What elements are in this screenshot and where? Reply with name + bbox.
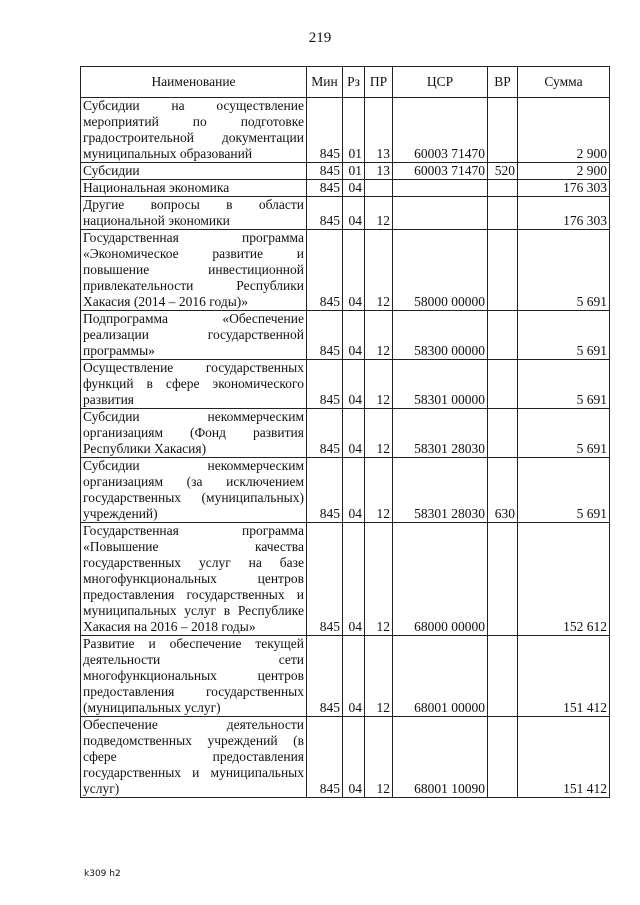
budget-table [80,66,610,798]
header-sum: Сумма [518,67,610,98]
cell-min: 845 [307,311,343,360]
cell-min: 845 [307,163,343,180]
cell-csr [393,180,488,197]
cell-rz: 04 [343,311,365,360]
cell-min: 845 [307,458,343,523]
cell-csr: 58301 28030 [393,409,488,458]
header-vr: ВР [488,67,518,98]
cell-pr: 13 [365,98,393,163]
cell-min: 845 [307,409,343,458]
cell-vr [488,230,518,311]
cell-csr: 68001 00000 [393,636,488,717]
cell-sum: 5 691 [518,360,610,409]
cell-rz: 04 [343,717,365,798]
cell-vr: 520 [488,163,518,180]
cell-vr [488,311,518,360]
cell-min: 845 [307,523,343,636]
cell-min: 845 [307,636,343,717]
page-number: 219 [308,30,332,46]
cell-pr: 12 [365,636,393,717]
table-row [81,230,610,311]
table-row [81,636,610,717]
cell-vr [488,197,518,230]
cell-sum: 176 303 [518,180,610,197]
cell-sum: 2 900 [518,98,610,163]
cell-pr: 12 [365,311,393,360]
table-row [81,360,610,409]
cell-vr: 630 [488,458,518,523]
cell-min: 845 [307,230,343,311]
cell-rz: 04 [343,409,365,458]
cell-name: Другие вопросы в области национальной экономики [81,197,307,230]
cell-rz: 01 [343,163,365,180]
cell-name: Развитие и обеспечение текущей деятельности сети многофункциональных центров предоставления государственных (муниципальных услуг) [81,636,307,717]
table-row [81,458,610,523]
cell-sum: 2 900 [518,163,610,180]
cell-rz: 04 [343,636,365,717]
cell-min: 845 [307,717,343,798]
cell-name: Субсидии некоммерческим организациям (за исключением государственных (муниципальных) учреждений) [81,458,307,523]
cell-vr [488,717,518,798]
cell-pr [365,180,393,197]
cell-name: Субсидии [81,163,307,180]
cell-name: Национальная экономика [81,180,307,197]
cell-csr: 58000 00000 [393,230,488,311]
cell-name: Подпрограмма «Обеспечение реализации государственной программы» [81,311,307,360]
cell-vr [488,523,518,636]
cell-csr: 60003 71470 [393,163,488,180]
cell-sum: 176 303 [518,197,610,230]
footer-code: k309 h2 [84,869,121,879]
header-name: Наименование [81,67,307,98]
table-row [81,311,610,360]
table-row [81,717,610,798]
cell-vr [488,98,518,163]
cell-sum: 5 691 [518,458,610,523]
cell-sum: 152 612 [518,523,610,636]
cell-rz: 04 [343,180,365,197]
table-body [81,98,610,798]
cell-pr: 12 [365,458,393,523]
cell-name: Осуществление государственных функций в сфере экономического развития [81,360,307,409]
cell-rz: 04 [343,197,365,230]
cell-csr: 68001 10090 [393,717,488,798]
cell-sum: 5 691 [518,409,610,458]
cell-csr [393,197,488,230]
cell-min: 845 [307,197,343,230]
cell-pr: 12 [365,717,393,798]
cell-name: Субсидии на осуществление мероприятий по подготовке градостроительной документации муниципальных образований [81,98,307,163]
cell-vr [488,180,518,197]
header-csr: ЦСР [393,67,488,98]
table-row [81,197,610,230]
cell-min: 845 [307,98,343,163]
cell-name: Государственная программа «Экономическое развитие и повышение инвестиционной привлекательности Республики Хакасия (2014 – 2016 годы)» [81,230,307,311]
cell-sum: 5 691 [518,230,610,311]
table-row [81,98,610,163]
cell-pr: 12 [365,409,393,458]
cell-min: 845 [307,360,343,409]
cell-rz: 04 [343,523,365,636]
table-header [81,67,610,98]
header-rz: Рз [343,67,365,98]
cell-sum: 151 412 [518,717,610,798]
table-row [81,409,610,458]
cell-csr: 68000 00000 [393,523,488,636]
cell-name: Государственная программа «Повышение качества государственных услуг на базе многофункциональных центров предоставления государственных и муниципальных услуг в Республике Хакасия на 2016 – 2018 годы» [81,523,307,636]
header-row [81,67,610,98]
cell-vr [488,360,518,409]
cell-csr: 58300 00000 [393,311,488,360]
cell-pr: 12 [365,360,393,409]
cell-min: 845 [307,180,343,197]
cell-pr: 12 [365,523,393,636]
cell-pr: 12 [365,230,393,311]
cell-name: Субсидии некоммерческим организациям (Фонд развития Республики Хакасия) [81,409,307,458]
cell-csr: 58301 00000 [393,360,488,409]
table-row [81,180,610,197]
cell-rz: 04 [343,458,365,523]
table-row [81,523,610,636]
table-row [81,163,610,180]
cell-rz: 04 [343,230,365,311]
header-pr: ПР [365,67,393,98]
cell-csr: 60003 71470 [393,98,488,163]
cell-vr [488,409,518,458]
cell-vr [488,636,518,717]
cell-sum: 151 412 [518,636,610,717]
cell-rz: 04 [343,360,365,409]
cell-csr: 58301 28030 [393,458,488,523]
header-min: Мин [307,67,343,98]
cell-pr: 12 [365,197,393,230]
cell-pr: 13 [365,163,393,180]
cell-sum: 5 691 [518,311,610,360]
cell-name: Обеспечение деятельности подведомственных учреждений (в сфере предоставления государственных и муниципальных услуг) [81,717,307,798]
cell-rz: 01 [343,98,365,163]
